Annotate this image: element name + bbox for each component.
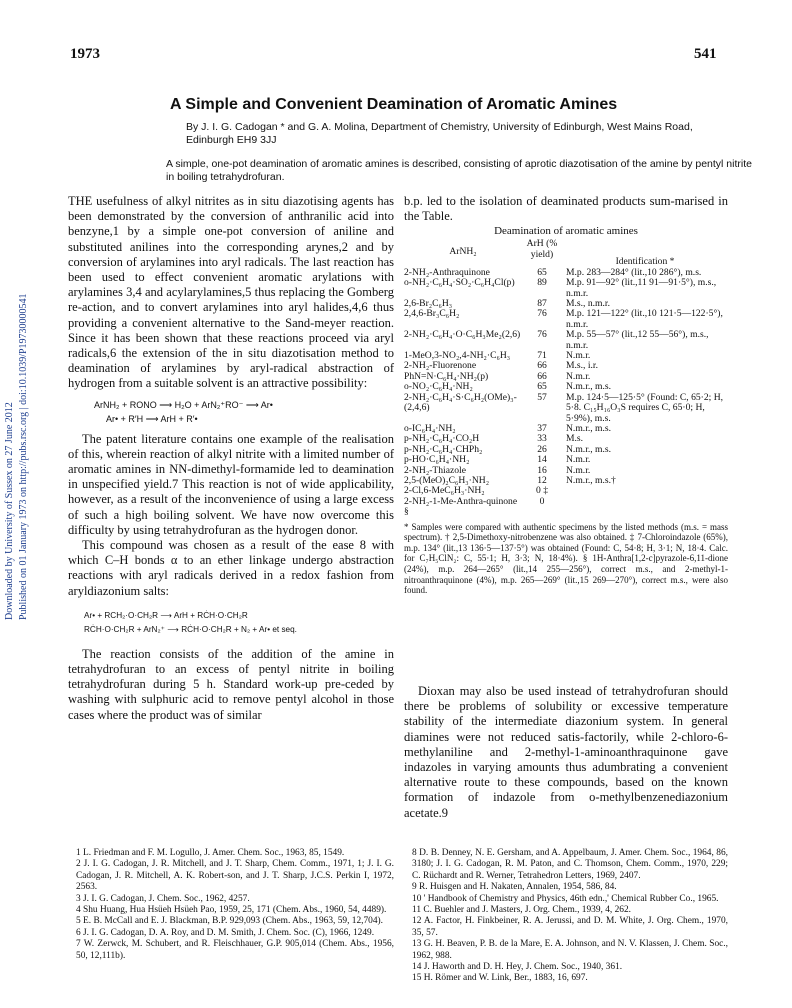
yield-cell: 71 bbox=[537, 350, 547, 362]
yield-cell: 33 bbox=[537, 433, 547, 445]
identification-cell: N.m.r., m.s. bbox=[566, 381, 612, 393]
references-right bbox=[404, 848, 728, 985]
identification-cell bbox=[562, 497, 728, 518]
compound-cell: o-NO₂·C₆H₄·NH₂ bbox=[404, 381, 473, 393]
intro-paragraph: THE usefulness of alkyl nitrites as in situ diazotising agents has been demonstrated by the conversion of anthranilic acid into benzyne,1 by a simple one-pot conversion of aniline and substituted anilines into the corresponding arynes,2 and by conversion of arylamines into aryl radicals. The last reaction has been used to effect convenient aromatic arylations with arylamines 3,4 and acylarylamines,5 thus replacing the Gomberg re-action, and to convert arylamines into aryl halides,4,6 thus providing a convenient alternative to the Sand-meyer reaction. Since it has been shown that these reactions proceed via aryl radicals,6 the extension of the in situ diazotisation method to deamination of arylamines by aryl-radical abstraction of hydrogen from a suitable solvent is an attractive possibility: bbox=[68, 194, 394, 391]
compound-cell: 2-Cl,6-MeC₆H₃·NH₂ bbox=[404, 485, 485, 497]
reference-item: 1 L. Friedman and F. M. Logullo, J. Amer. Chem. Soc., 1963, 85, 1549. bbox=[76, 848, 345, 858]
continuation-paragraph: b.p. led to the isolation of deaminated products sum-marised in the Table. bbox=[404, 194, 728, 224]
authors-line-2: Edinburgh EH9 3JJ bbox=[186, 134, 277, 146]
compound-cell: o-IC₆H₄·NH₂ bbox=[404, 422, 456, 434]
compound-cell: p-NH₂·C₆H₄·CO₂H bbox=[404, 433, 480, 445]
identification-cell: N.m.r. bbox=[566, 350, 591, 362]
yield-cell: 76 bbox=[537, 308, 547, 320]
table-title: Deamination of aromatic amines bbox=[494, 225, 638, 237]
identification-cell: N.m.r. bbox=[566, 370, 591, 382]
page-number: 541 bbox=[694, 46, 717, 62]
left-column bbox=[68, 194, 394, 723]
equation-line: RĊH·O·CH₂R + ArN₂⁺ ⟶ RĊH·O·CH₂R + N₂ + Ar• et seq. bbox=[84, 624, 297, 634]
identification-cell: N.m.r., m.s.† bbox=[566, 474, 616, 486]
compound-cell: 2-NH₂·C₆H₄·S·C₆H₂(OMe)₃-(2,4,6) bbox=[404, 391, 517, 414]
choice-paragraph: This compound was chosen as a result of the ease 8 with which C–H bonds α to an ether linkage undergo abstraction reactions with aryl radicals derived in a redox fashion from aryldiazonium salts: bbox=[68, 538, 394, 598]
reference-item: 2 J. I. G. Cadogan, J. R. Mitchell, and J. T. Sharp, Chem. Comm., 1971, 1; J. I. G. Cadogan, J. R. Mitchell, A. K. Robert-son, and J. T. Sharp, J.C.S. Perkin I, 1972, 2563. bbox=[76, 859, 394, 893]
reference-item: 7 W. Zerwck, M. Schubert, and R. Fleischhauer, G.P. 905,014 (Chem. Abs., 1956, 50, 12,111b). bbox=[76, 939, 394, 961]
yield-cell: 65 bbox=[537, 381, 547, 393]
identification-cell: M.p. 91—92° (lit.,11 91—91·5°), m.s., n.m.r. bbox=[566, 277, 717, 299]
yield-cell: 0 bbox=[539, 495, 545, 507]
identification-cell bbox=[562, 486, 728, 496]
table-header-cell: ArNH₂ bbox=[449, 246, 477, 258]
abstract: A simple, one-pot deamination of aromatic amines is described, consisting of aprotic diazotisation of the amine by pentyl nitrite in boiling tetrahydrofuran. bbox=[166, 158, 752, 183]
identification-cell: M.p. 283—284° (lit.,10 286°), m.s. bbox=[566, 266, 702, 278]
reference-item: 9 R. Huisgen and H. Nakaten, Annalen, 1954, 586, 84. bbox=[412, 882, 617, 893]
yield-cell: 89 bbox=[537, 277, 547, 289]
reference-item: 11 C. Buehler and J. Masters, J. Org. Chem., 1939, 4, 262. bbox=[412, 905, 631, 916]
identification-cell: N.m.r., m.s. bbox=[566, 422, 612, 434]
compound-cell: 2,6-Br₂C₆H₃ bbox=[404, 298, 453, 310]
compound-cell: 2-NH₂-Anthraquinone bbox=[404, 266, 490, 278]
table-footnote: * Samples were compared with authentic specimens by the listed methods (m.s. = mass spectrum). † 2,5-Dimethoxy-nitrobenzene was also obtained. ‡ 7-Chloroindazole (65%), m.p. 134° (lit.,13 136·5—137·5°) was obtained (Found: C, 54·8; H, 3·1; N, 18·4. Calc. for C₇H₅ClN₂: C, 55·1; H, 3·3; N, 18·4%). § 1H-Anthra[1,2-c]pyrazole-6,11-dione (24%), m.p. 264—265° (lit.,14 255—256°), correct m.s., and 2-methyl-1-nitroanthraquinone (4%), m.p. 265—269° (lit.,15 269—270°), correct m.s., were also found. bbox=[404, 521, 728, 596]
equation-abstraction bbox=[68, 609, 394, 637]
reference-item: 3 J. I. G. Cadogan, J. Chem. Soc., 1962, 4257. bbox=[76, 893, 250, 904]
reference-item: 14 J. Haworth and D. H. Hey, J. Chem. Soc., 1940, 361. bbox=[412, 962, 623, 973]
yield-cell: 65 bbox=[537, 266, 547, 278]
reference-item: 13 G. H. Beaven, P. B. de la Mare, E. A. Johnson, and N. V. Klassen, J. Chem. Soc., 1962, 988. bbox=[412, 939, 728, 961]
reference-item: 4 Shu Huang, Hua Hsüeh Hsüeh Pao, 1959, 25, 171 (Chem. Abs., 1960, 54, 4489). bbox=[76, 905, 387, 916]
compound-cell: 2-NH₂·C₆H₄·O·C₆H₃Me₂(2,6) bbox=[404, 329, 521, 341]
yield-cell: 66 bbox=[537, 370, 547, 382]
references-left bbox=[68, 848, 394, 962]
reference-item: 15 H. Römer and W. Link, Ber., 1883, 16, 697. bbox=[412, 973, 588, 984]
equation-line: Ar• + RCH₂·O·CH₂R ⟶ ArH + RĊH·O·CH₂R bbox=[84, 610, 248, 620]
compound-cell: 2,4,6-Br₃C₆H₂ bbox=[404, 308, 460, 320]
yield-cell: 57 bbox=[537, 391, 547, 403]
results-table bbox=[404, 226, 728, 596]
yield-cell: 0 ‡ bbox=[536, 485, 548, 497]
identification-cell: M.p. 121—122° (lit.,10 121·5—122·5°), n.m.r. bbox=[566, 308, 723, 330]
compound-cell: p-NH₂·C₆H₄·CHPh₂ bbox=[404, 443, 483, 455]
table-row bbox=[404, 309, 728, 330]
identification-cell: M.s. bbox=[566, 433, 584, 445]
yield-cell: 26 bbox=[537, 443, 547, 455]
table-body bbox=[404, 239, 728, 517]
patent-paragraph: The patent literature contains one example of the realisation of this, wherein reaction of alkyl nitrite with a limited number of aromatic amines in NN-dimethyl-formamide led to deamination in unspecified yield.7 This reaction is not of wide applicability, however, as a result of the inconvenience of using a large excess of such a high boiling solvent. We have now overcome this difficulty by using tetrahydrofuran as the hydrogen donor. bbox=[68, 431, 394, 537]
authors-line-1: By J. I. G. Cadogan * and G. A. Molina, Department of Chemistry, University of Edinburgh, West Mains Road, bbox=[186, 121, 693, 133]
table-row bbox=[404, 497, 728, 518]
yield-cell: 87 bbox=[537, 298, 547, 310]
identification-cell: M.p. 55—57° (lit.,12 55—56°), m.s., n.m.r. bbox=[566, 329, 709, 351]
compound-cell: 1-MeO,3-NO₂,4-NH₂·C₆H₃ bbox=[404, 350, 511, 362]
download-sidebar bbox=[2, 240, 36, 620]
identification-cell: N.m.r. bbox=[566, 464, 591, 476]
table-row bbox=[404, 330, 728, 351]
compound-cell: 2-NH₂-1-Me-Anthra-quinone § bbox=[404, 495, 518, 518]
right-column-text bbox=[404, 684, 728, 821]
compound-cell: 2-NH₂-Thiazole bbox=[404, 464, 466, 476]
identification-cell: M.s., n.m.r. bbox=[566, 298, 610, 310]
yield-cell: 37 bbox=[537, 422, 547, 434]
identification-cell: N.m.r., m.s. bbox=[566, 443, 612, 455]
reaction-paragraph: The reaction consists of the addition of the amine in tetrahydrofuran to an excess of pentyl nitrite in boiling tetrahydrofuran during 5 h. Standard work-up pre-ceded by washing with sulphuric acid to remove pentyl alcohol in those cases where the product was of similar bbox=[68, 646, 394, 722]
identification-cell: N.m.r. bbox=[566, 454, 591, 466]
equation-line: ArNH₂ + RONO ⟶ H₂O + ArN₂⁺RO⁻ ⟶ Ar• bbox=[94, 399, 273, 410]
reference-item: 6 J. I. G. Cadogan, D. A. Roy, and D. M. Smith, J. Chem. Soc. (C), 1966, 1249. bbox=[76, 927, 375, 938]
reference-item: 5 E. B. McCall and E. J. Blackman, B.P. 929,093 (Chem. Abs., 1963, 59, 12,704). bbox=[76, 916, 384, 927]
publication-doi-link[interactable]: Published on 01 January 1973 on http://pubs.rsc.org | doi:10.1039/P19730000541 bbox=[18, 293, 29, 620]
compound-cell: 2-NH₂-Fluorenone bbox=[404, 360, 477, 372]
compound-cell: 2,5-(MeO)₂C₆H₃·NH₂ bbox=[404, 474, 490, 486]
identification-cell: M.s., i.r. bbox=[566, 360, 598, 372]
equation-line: Ar• + R′H ⟶ ArH + R′• bbox=[106, 413, 198, 424]
reference-item: 8 D. B. Denney, N. E. Gersham, and A. Appelbaum, J. Amer. Chem. Soc., 1964, 86, 3180; J. I. G. Cadogan, R. M. Paton, and C. Thomson, Chem. Comm., 1970, 229; C. Rüchardt and R. Werner, Tetrahedron Letters, 1969, 2407. bbox=[412, 848, 728, 881]
compound-cell: PhN=N·C₆H₄·NH₂(p) bbox=[404, 370, 489, 382]
download-notice: Downloaded by University of Sussex on 27 June 2012 bbox=[4, 402, 15, 620]
journal-year: 1973 bbox=[70, 46, 100, 62]
identification-cell: M.p. 124·5—125·5° (Found: C, 65·2; H, 5·8. C₁₅H₁₆O₃S requires C, 65·0; H, 5·9%), m.s. bbox=[566, 391, 724, 424]
compound-cell: o-NH₂·C₆H₄·SO₂·C₆H₄Cl(p) bbox=[404, 277, 515, 289]
yield-cell: 66 bbox=[537, 360, 547, 372]
table-row bbox=[404, 455, 728, 465]
yield-cell: 12 bbox=[537, 474, 547, 486]
yield-cell: 16 bbox=[537, 464, 547, 476]
table-header-cell: Identification * bbox=[615, 256, 675, 268]
author-affiliation bbox=[186, 121, 746, 147]
dioxan-paragraph: Dioxan may also be used instead of tetrahydrofuran should there be problems of solubility or excessive temperature stability of the intermediate diazonium system. In general diamines were not reduced satis-factorily, while 2-chloro-6-methylaniline and 2-methyl-1-aminoanthraquinone gave indazoles in varying amounts thus adumbrating a convenient alternative route to these compounds, based on the known formation of indazole from o-methylbenzenediazonium acetate.9 bbox=[404, 684, 728, 820]
table-header bbox=[404, 239, 728, 267]
table-row bbox=[404, 393, 728, 424]
reference-item: 10 ' Handbook of Chemistry and Physics, 46th edn.,' Chemical Rubber Co., 1965. bbox=[412, 893, 719, 904]
compound-cell: p-HO·C₆H₄·NH₂ bbox=[404, 454, 470, 466]
table-row bbox=[404, 278, 728, 299]
equation-diazotisation bbox=[68, 398, 394, 426]
yield-cell: 14 bbox=[537, 454, 547, 466]
article-title: A Simple and Convenient Deamination of Aromatic Amines bbox=[170, 96, 618, 113]
yield-cell: 76 bbox=[537, 329, 547, 341]
reference-item: 12 A. Factor, H. Finkbeiner, R. A. Jerussi, and D. M. White, J. Org. Chem., 1970, 35, 57. bbox=[412, 916, 728, 938]
right-column bbox=[404, 194, 728, 224]
table-header-cell: ArH (% yield) bbox=[526, 238, 558, 260]
